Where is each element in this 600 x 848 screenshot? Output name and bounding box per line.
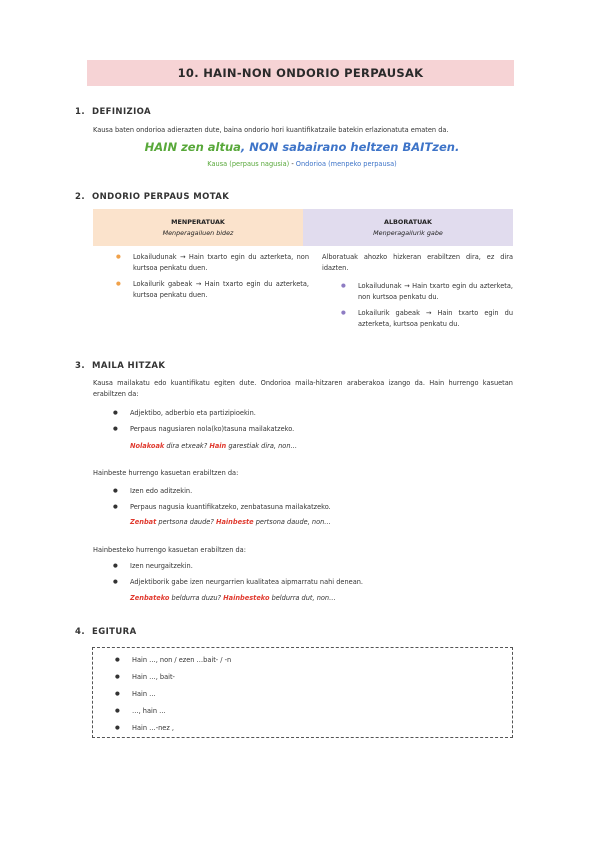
list-item: ● Hain …-nez ,	[112, 723, 492, 734]
list-item: ● …, hain …	[112, 706, 492, 717]
hainbesteko-example: Zenbateko beldurra duzu? Hainbesteko beldurra dut, non…	[130, 594, 336, 602]
hainbeste-example: Zenbat pertsona daude? Hainbeste pertsona daude, non…	[130, 518, 331, 526]
structure-list	[112, 655, 492, 740]
alboratuak-list	[338, 281, 513, 335]
hain-example: Nolakoak dira etxeak? Hain garestiak dira, non…	[130, 442, 298, 450]
hainbeste-intro: Hainbeste hurrengo kasuetan erabiltzen da:	[93, 469, 239, 477]
types-table-header	[93, 209, 513, 246]
hainbesteko-cases-list	[110, 561, 510, 593]
list-item: ● Adjektiborik gabe izen neurgarrien kualitatea aipmarratu nahi denean.	[110, 577, 510, 588]
list-item: ● Hain …, bait-	[112, 672, 492, 683]
hain-cases-list	[110, 408, 510, 440]
list-item: ● Lokailurik gabeak → Hain txarto egin du azterketa, kurtsoa penkatu duen.	[113, 279, 309, 301]
definition-text: Kausa baten ondorioa adierazten dute, baina ondorio hori kuantifikatzaile batekin erlazionatuta ematen da.	[93, 126, 449, 134]
section-1-heading: 1. DEFINIZIOA	[75, 107, 152, 117]
list-item: ● Perpaus nagusiaren nola(ko)tasuna mailakatzeko.	[110, 424, 510, 435]
list-item: ● Izen edo aditzekin.	[110, 486, 510, 497]
list-item: ● Lokailudunak → Hain txarto egin du azterketa, non kurtsoa penkatu duen.	[113, 252, 309, 274]
list-item: ● Hain …, non / ezen …bait- / -n	[112, 655, 492, 666]
example-cause: HAIN zen altua	[144, 140, 241, 154]
hainbesteko-intro: Hainbesteko hurrengo kasuetan erabiltzen da:	[93, 546, 246, 554]
section-4-heading: 4. EGITURA	[75, 627, 137, 637]
list-item: ● Hain …	[112, 689, 492, 700]
list-item: ● Lokailurik gabeak → Hain txarto egin du azterketa, kurtsoa penkatu du.	[338, 308, 513, 330]
hainbeste-cases-list	[110, 486, 510, 518]
example-consequence: NON sabairano heltzen BAITzen.	[249, 140, 460, 154]
section-3-heading: 3. MAILA HITZAK	[75, 361, 166, 371]
page-title: 10. HAIN-NON ONDORIO PERPAUSAK	[87, 60, 514, 86]
section-2-heading: 2. ONDORIO PERPAUS MOTAK	[75, 192, 230, 202]
example-legend: Kausa (perpaus nagusia) - Ondorioa (menpeko perpausa)	[207, 160, 397, 168]
alboratuak-intro: Alboratuak ahozko hizkeran erabiltzen dira, ez dira idazten.	[322, 253, 513, 272]
menperatuak-list	[113, 252, 309, 306]
list-item: ● Izen neurgaitzekin.	[110, 561, 510, 572]
definition-example: HAIN zen altua, NON sabairano heltzen BAITzen.	[144, 140, 460, 154]
alboratuak-header: ALBORATUAK Menperagailurik gabe	[303, 209, 513, 246]
list-item: ● Lokailudunak → Hain txarto egin du azterketa, non kurtsoa penkatu du.	[338, 281, 513, 303]
list-item: ● Perpaus nagusia kuantifikatzeko, zenbatasuna mailakatzeko.	[110, 502, 510, 513]
menperatuak-header: MENPERATUAK Menperagailuen bidez	[93, 209, 303, 246]
maila-hitzak-intro: Kausa mailakatu edo kuantifikatu egiten dute. Ondorioa maila-hitzaren araberakoa izango da. Hain hurrengo kasuetan erabiltzen da:	[93, 379, 513, 398]
list-item: ● Adjektibo, adberbio eta partizipioekin.	[110, 408, 510, 419]
